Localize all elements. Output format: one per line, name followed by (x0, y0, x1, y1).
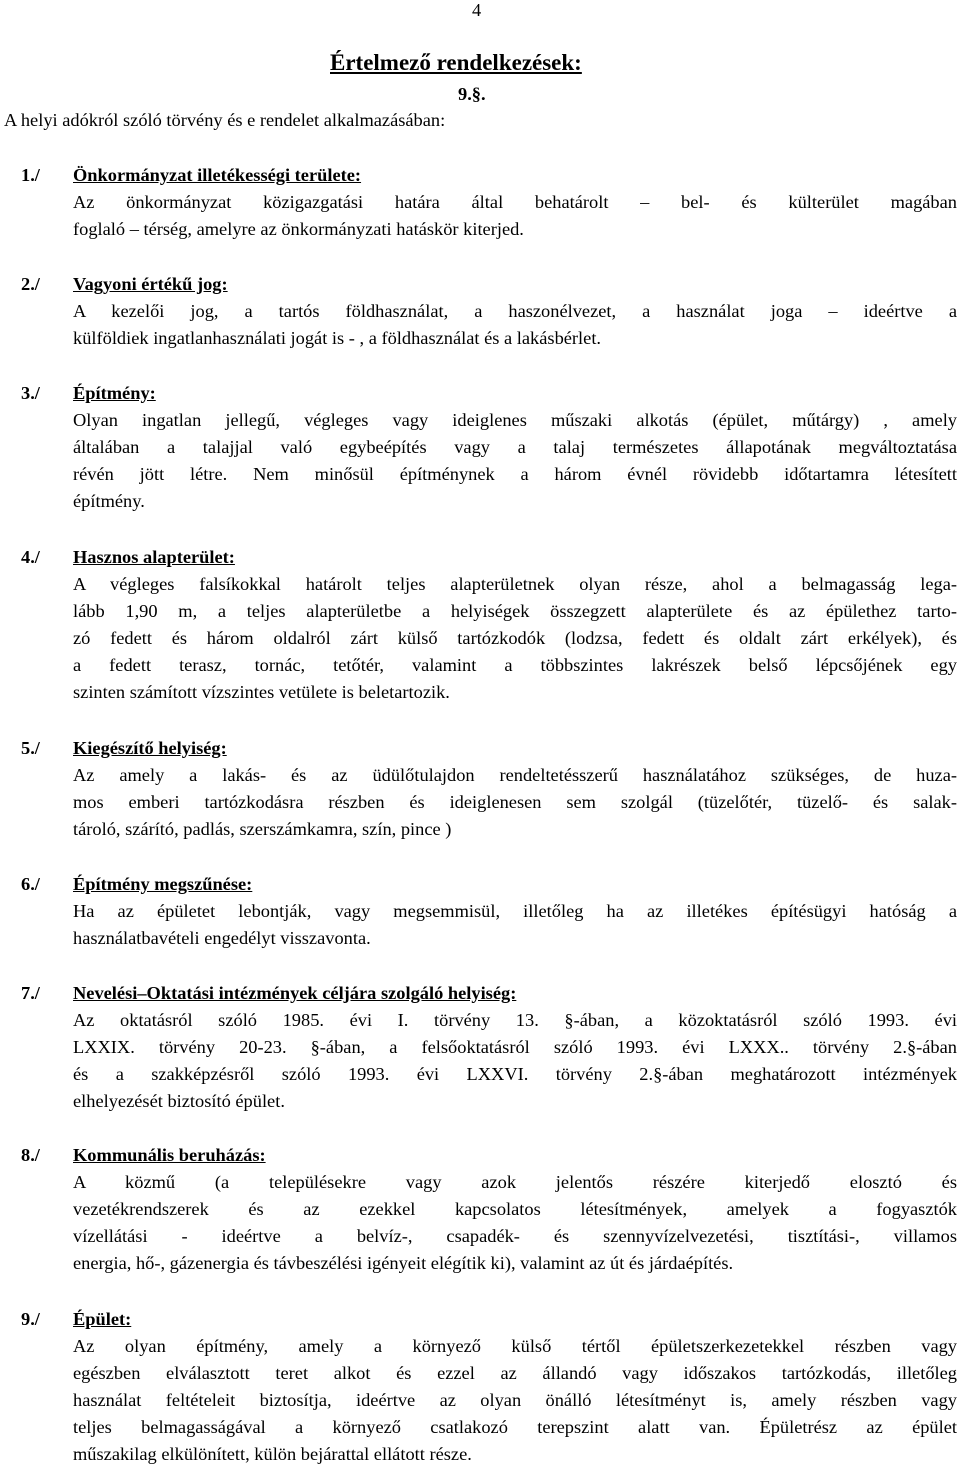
intro-text: A helyi adókról szóló törvény és e rendelet alkalmazásában: (4, 110, 446, 130)
definition-title: Épület: (73, 1309, 132, 1329)
body-line: zó fedett és három oldalról zárt külső tartózkodók (lodzsa, fedett és oldalt zárt erkélyek), és (73, 628, 957, 648)
definition-title: Építmény megszűnése: (73, 874, 253, 894)
body-line: LXXIX. törvény 20-23. §-ában, a felsőoktatásról szóló 1993. évi LXXX.. törvény 2.§-ában (73, 1037, 957, 1057)
definition-title: Hasznos alapterület: (73, 547, 235, 567)
body-line: A végleges falsíkokkal határolt teljes alapterületnek olyan része, ahol a belmagasság lega- (73, 574, 957, 594)
body-line: Az olyan építmény, amely a környező külső tértől épületszerkezetekkel részben vagy (73, 1336, 957, 1356)
definition-body (73, 762, 957, 843)
definition-title: Kiegészítő helyiség: (73, 738, 227, 758)
body-line: egészben elválasztott teret alkot és ezzel az állandó vagy időszakos tartózkodás, illetőleg (73, 1363, 957, 1383)
definition-number: 1./ (21, 165, 40, 185)
definition-body (73, 1333, 957, 1468)
definition-body (73, 571, 957, 706)
definition-body (73, 189, 957, 243)
definition-number: 3./ (21, 383, 40, 403)
section-paragraph-number: 9.§. (458, 84, 486, 104)
document-title: Értelmező rendelkezések: (330, 50, 582, 75)
body-line: szinten számított vízszintes vetülete is beletartozik. (73, 682, 450, 702)
body-line: teljes belmagasságával a környező csatlakozó terepszint alatt van. Épületrész az épület (73, 1417, 957, 1437)
definition-title: Vagyoni értékű jog: (73, 274, 228, 294)
definition-number: 5./ (21, 738, 40, 758)
body-line: használatbavételi engedélyt visszavonta. (73, 928, 371, 948)
body-line: vízellátási - ideértve a belvíz-, csapadék- és szennyvízelvezetési, tisztítási-, villamos (73, 1226, 957, 1246)
body-line: vezetékrendszerek és az ezekkel kapcsolatos létesítmények, amelyek a fogyasztók (73, 1199, 957, 1219)
definition-title: Kommunális beruházás: (73, 1145, 266, 1165)
body-line: Ha az épületet lebontják, vagy megsemmisül, illetőleg ha az illetékes építésügyi hatóság a (73, 901, 957, 921)
body-line: tároló, szárító, padlás, szerszámkamra, szín, pince ) (73, 819, 452, 839)
body-line: foglaló – térség, amelyre az önkormányzati hatáskör kiterjed. (73, 219, 524, 239)
definition-number: 6./ (21, 874, 40, 894)
definition-body (73, 1169, 957, 1277)
definition-body (73, 407, 957, 515)
definition-body (73, 1007, 957, 1115)
body-line: A kezelői jog, a tartós földhasználat, a haszonélvezet, a használat joga – ideértve a (73, 301, 957, 321)
definition-number: 4./ (21, 547, 40, 567)
body-line: általában a talajjal való egybeépítés vagy a talaj természetes állapotának megváltoztatása (73, 437, 957, 457)
body-line: Az amely a lakás- és az üdülőtulajdon rendeltetésszerű használatához szükséges, de huza- (73, 765, 957, 785)
body-line: külföldiek ingatlanhasználati jogát is - , a földhasználat és a lakásbérlet. (73, 328, 602, 348)
body-line: és a szakképzésről szóló 1993. évi LXXVI. törvény 2.§-ában meghatározott intézmények (73, 1064, 957, 1084)
body-line: Az önkormányzat közigazgatási határa által behatárolt – bel- és külterület magában (73, 192, 957, 212)
body-line: használat feltételeit biztosítja, ideértve az olyan önálló létesítményt is, amely részben vagy (73, 1390, 957, 1410)
definition-title: Építmény: (73, 383, 156, 403)
body-line: mos emberi tartózkodásra részben és ideiglenesen sem szolgál (tüzelőtér, tüzelő- és salak- (73, 792, 957, 812)
definition-body (73, 898, 957, 952)
definition-number: 2./ (21, 274, 40, 294)
definition-title: Nevelési–Oktatási intézmények céljára szolgáló helyiség: (73, 983, 517, 1003)
body-line: Olyan ingatlan jellegű, végleges vagy ideiglenes műszaki alkotás (épület, műtárgy) , amely (73, 410, 957, 430)
body-line: révén jött létre. Nem minősül építménynek a három évnél rövidebb időtartamra létesített (73, 464, 957, 484)
body-line: Az oktatásról szóló 1985. évi I. törvény 13. §-ában, a közoktatásról szóló 1993. évi (73, 1010, 957, 1030)
body-line: energia, hő-, gázenergia és távbeszélési igényeit elégítik ki), valamint az út és járdaépítés. (73, 1253, 734, 1273)
page-number: 4 (472, 0, 482, 20)
body-line: elhelyezését biztosító épület. (73, 1091, 285, 1111)
definition-body (73, 298, 957, 352)
body-line: a fedett terasz, tornác, tetőtér, valamint a többszintes lakrészek belső lépcsőjének egy (73, 655, 957, 675)
body-line: műszakilag elkülönített, külön bejárattal ellátott része. (73, 1444, 472, 1464)
body-line: építmény. (73, 491, 145, 511)
definition-number: 7./ (21, 983, 40, 1003)
definition-number: 8./ (21, 1145, 40, 1165)
definition-number: 9./ (21, 1309, 40, 1329)
body-line: lább 1,90 m, a teljes alapterületbe a helyiségek összegzett alapterülete és az épülethez tarto- (73, 601, 957, 621)
definition-title: Önkormányzat illetékességi területe: (73, 165, 362, 185)
body-line: A közmű (a településekre vagy azok jelentős részére kiterjedő elosztó és (73, 1172, 957, 1192)
